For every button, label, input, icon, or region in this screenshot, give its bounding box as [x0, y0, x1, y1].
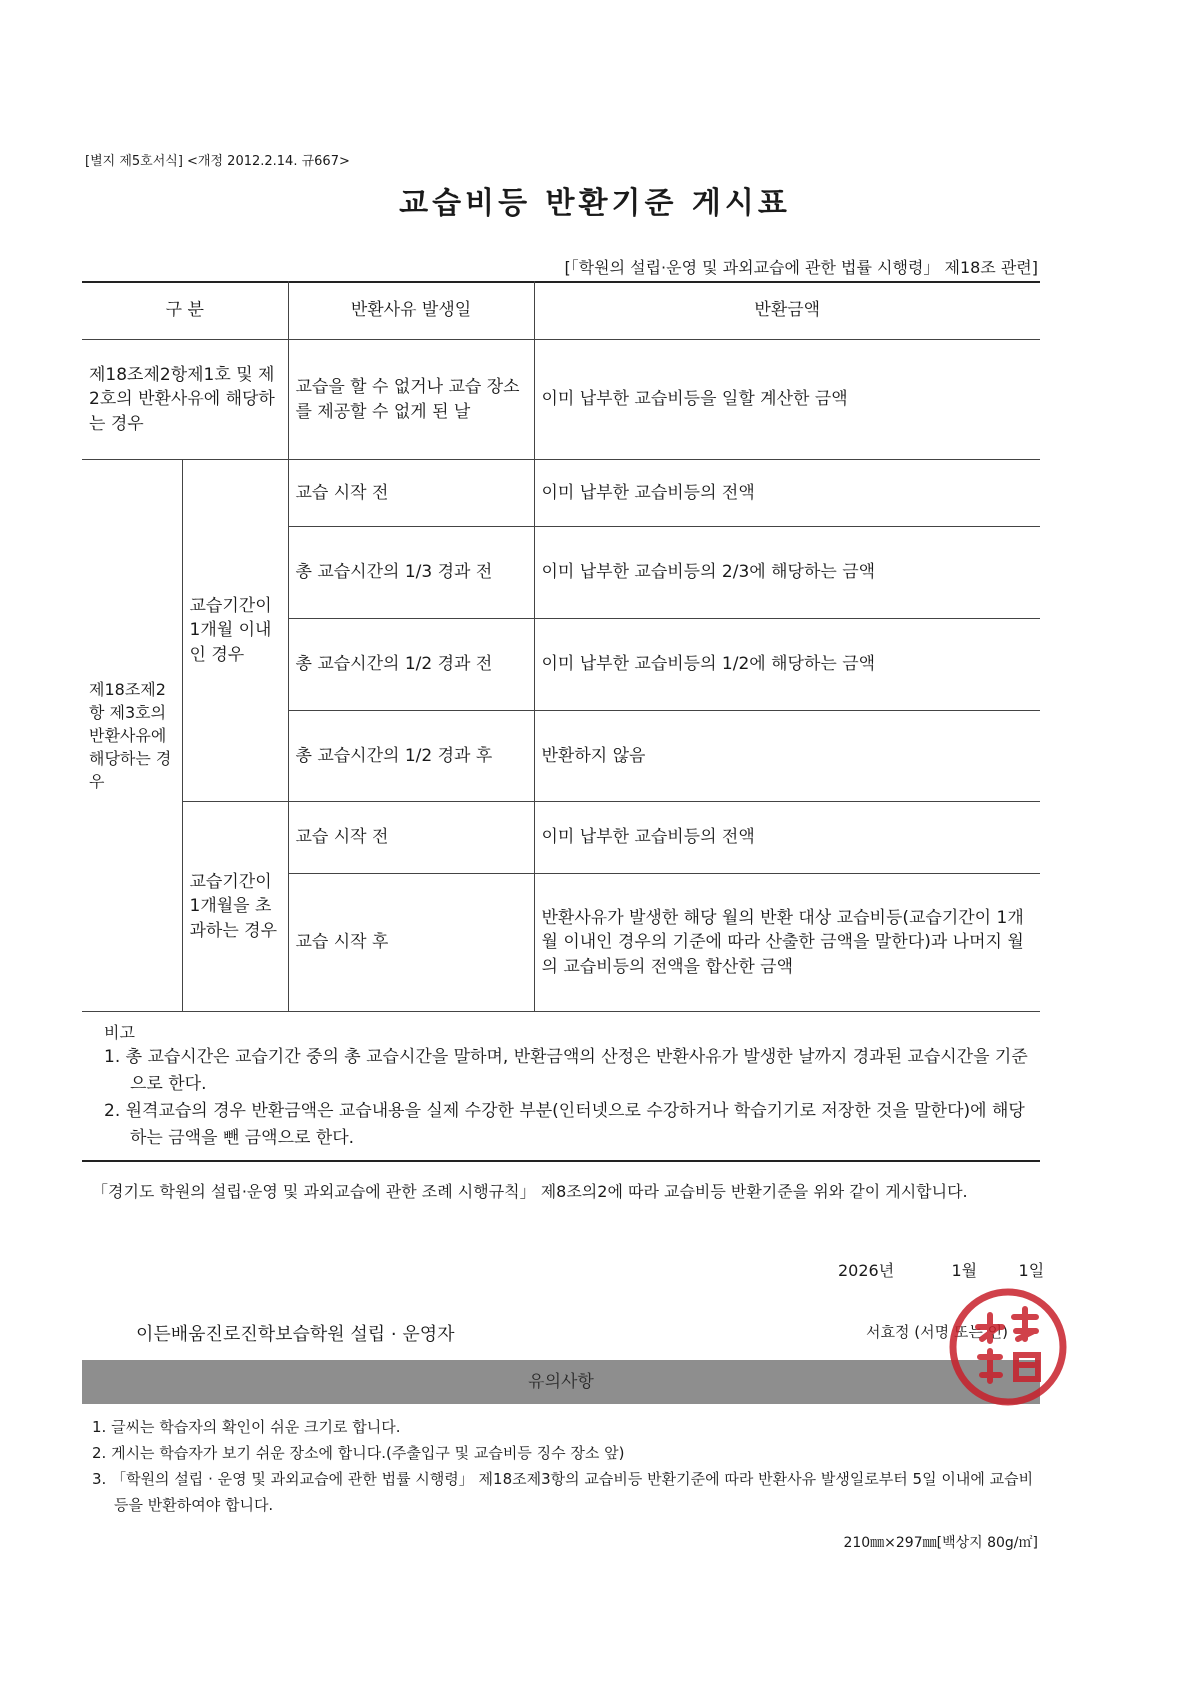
sub2-amount: 이미 납부한 교습비등의 전액 [534, 802, 1040, 874]
sub1-amount: 반환하지 않음 [534, 711, 1040, 802]
header-occurrence: 반환사유 발생일 [288, 281, 534, 340]
sub2-amount: 반환사유가 발생한 해당 월의 반환 대상 교습비등(교습기간이 1개월 이내인 경우의 기준에 따라 산출한 금액을 말한다)과 나머지 월의 교습비등의 전액을 합산한 금액 [534, 874, 1040, 1012]
form-number: [별지 제5호서식] <개정 2012.2.14. 규667> [85, 154, 350, 169]
remark-item: 2. 원격교습의 경우 반환금액은 교습내용을 실제 수강한 부분(인터넷으로 수강하거나 학습기기로 저장한 것을 말한다)에 해당하는 금액을 뺀 금액으로 한다. [104, 1101, 1025, 1148]
sub1-amount: 이미 납부한 교습비등의 전액 [534, 460, 1040, 527]
date-month: 1월 [951, 1261, 978, 1280]
caution-banner: 유의사항 [82, 1360, 1040, 1404]
posting-date [838, 1258, 1044, 1281]
signer-name: 서효정 (서명 또는 인) [866, 1323, 1008, 1341]
date-day: 1일 [1018, 1261, 1045, 1280]
table-row [82, 802, 1040, 874]
declaration-text: 「경기도 학원의 설립·운영 및 과외교습에 관한 조례 시행규칙」 제8조의2에 따라 교습비등 반환기준을 위와 같이 게시합니다. [92, 1182, 968, 1201]
table-header-row [82, 281, 1040, 340]
caution-item: 3. 「학원의 설립 · 운영 및 과외교습에 관한 법률 시행령」 제18조제3항의 교습비등 반환기준에 따라 반환사유 발생일로부터 5일 이내에 교습비등을 반환하여야 합니다. [92, 1470, 1034, 1514]
group2-category: 제18조제2항 제3호의 반환사유에 해당하는 경우 [82, 460, 182, 1012]
legal-reference: [「학원의 설립·운영 및 과외교습에 관한 법률 시행령」 제18조 관련] [564, 258, 1038, 277]
date-year: 2026년 [838, 1261, 895, 1280]
row1-amount: 이미 납부한 교습비등을 일할 계산한 금액 [534, 340, 1040, 460]
sub2-occurrence: 교습 시작 전 [288, 802, 534, 874]
seal-stamp-icon [948, 1287, 1068, 1407]
page-title: 교습비등 반환기준 게시표 [399, 186, 791, 221]
caution-item: 2. 게시는 학습자가 보기 쉬운 장소에 합니다.(주출입구 및 교습비등 징수 장소 앞) [92, 1444, 625, 1462]
table-row [82, 340, 1040, 460]
sub1-occurrence: 총 교습시간의 1/2 경과 후 [288, 711, 534, 802]
caution-list [92, 1414, 1040, 1518]
header-amount: 반환금액 [534, 281, 1040, 340]
sub1-amount: 이미 납부한 교습비등의 1/2에 해당하는 금액 [534, 619, 1040, 711]
academy-name: 이든배움진로진학보습학원 설립 · 운영자 [136, 1324, 455, 1345]
sub1-occurrence: 교습 시작 전 [288, 460, 534, 527]
sub2-label: 교습기간이 1개월을 초과하는 경우 [182, 802, 288, 1012]
row1-category: 제18조제2항제1호 및 제2호의 반환사유에 해당하는 경우 [82, 340, 288, 460]
paper-spec: 210㎜×297㎜[백상지 80g/㎡] [843, 1535, 1038, 1551]
caution-item: 1. 글씨는 학습자의 확인이 쉬운 크기로 합니다. [92, 1418, 401, 1436]
sub1-occurrence: 총 교습시간의 1/2 경과 전 [288, 619, 534, 711]
sub1-label: 교습기간이 1개월 이내인 경우 [182, 460, 288, 802]
sub1-occurrence: 총 교습시간의 1/3 경과 전 [288, 527, 534, 619]
row1-occurrence: 교습을 할 수 없거나 교습 장소를 제공할 수 없게 된 날 [288, 340, 534, 460]
remark-item: 1. 총 교습시간은 교습기간 중의 총 교습시간을 말하며, 반환금액의 산정은 반환사유가 발생한 날까지 경과된 교습시간을 기준으로 한다. [104, 1047, 1028, 1094]
refund-standard-table [82, 281, 1040, 1012]
declaration-rule [82, 1160, 1040, 1162]
remarks-title: 비고 [104, 1023, 135, 1042]
header-category: 구 분 [82, 281, 288, 340]
sub2-occurrence: 교습 시작 후 [288, 874, 534, 1012]
table-row [82, 460, 1040, 527]
sub1-amount: 이미 납부한 교습비등의 2/3에 해당하는 금액 [534, 527, 1040, 619]
remarks-list [104, 1044, 1040, 1152]
